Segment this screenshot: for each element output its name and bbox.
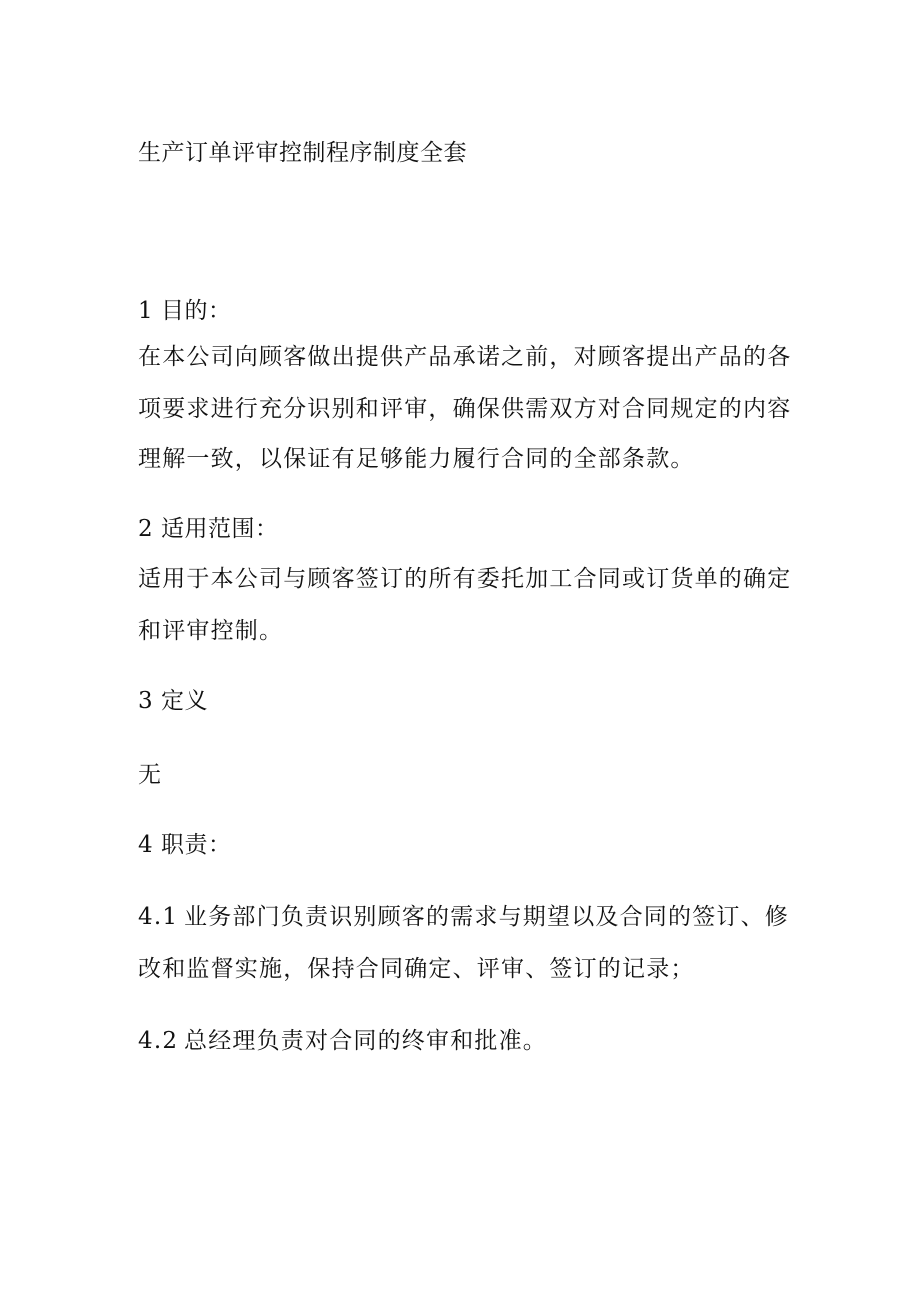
section-1-heading: 1 目的： bbox=[138, 298, 232, 324]
section-2-line-1: 适用于本公司与顾客签订的所有委托加工合同或订货单的确定 bbox=[138, 566, 792, 592]
section-1-line-1: 在本公司向顾客做出提供产品承诺之前，对顾客提出产品的各 bbox=[138, 344, 792, 370]
item-4-2-line-1 bbox=[138, 1026, 547, 1056]
section-1-line-2: 项要求进行充分识别和评审，确保供需双方对合同规定的内容 bbox=[138, 396, 792, 422]
item-4-1-line-1 bbox=[138, 902, 789, 932]
section-2-line-2: 和评审控制。 bbox=[138, 618, 284, 644]
item-4-2-text-1: 总经理负责对合同的终审和批准。 bbox=[184, 1028, 547, 1054]
document-title: 生产订单评审控制程序制度全套 bbox=[138, 140, 467, 166]
item-4-1-number: 4.1 bbox=[138, 904, 179, 930]
section-4-heading: 4 职责： bbox=[138, 832, 232, 858]
section-3-heading: 3 定义 bbox=[138, 688, 208, 714]
item-4-1-line-2: 改和监督实施，保持合同确定、评审、签订的记录； bbox=[138, 956, 695, 982]
section-3-body: 无 bbox=[138, 762, 162, 788]
section-1-line-3: 理解一致，以保证有足够能力履行合同的全部条款。 bbox=[138, 446, 695, 472]
item-4-2-number: 4.2 bbox=[138, 1028, 179, 1054]
section-2-heading: 2 适用范围： bbox=[138, 516, 279, 542]
item-4-1-text-1: 业务部门负责识别顾客的需求与期望以及合同的签订、修 bbox=[184, 904, 789, 930]
